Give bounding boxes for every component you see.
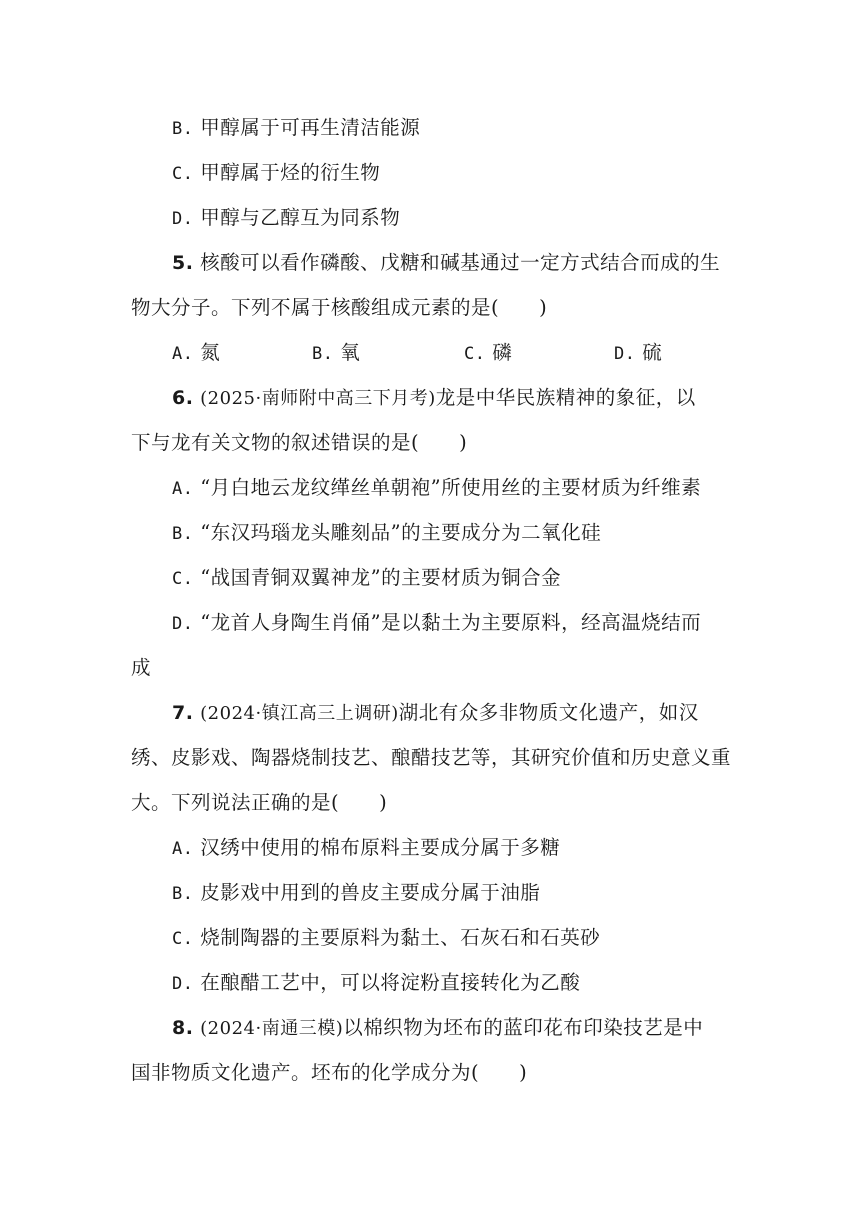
q5-option-d <box>614 339 662 368</box>
option-letter: A. <box>172 344 194 364</box>
question-source: (2024·镇江高三上调研) <box>200 703 399 724</box>
question-number: 7. <box>172 702 194 724</box>
option-text: 汉绣中使用的棉布原料主要成分属于多糖 <box>200 836 561 859</box>
option-letter: D. <box>614 344 636 364</box>
option-letter: A. <box>172 479 194 499</box>
q4-option-b <box>172 114 420 143</box>
q6-option-d-continuation: 成 <box>131 656 152 679</box>
option-letter: B. <box>172 524 194 544</box>
option-letter: C. <box>172 569 194 589</box>
option-text: 氮 <box>200 341 221 364</box>
q8-stem-line1 <box>172 1014 703 1043</box>
option-text: 在酿醋工艺中，可以将淀粉直接转化为乙酸 <box>200 971 581 994</box>
q5-option-a <box>172 339 220 368</box>
question-text: 湖北有众多非物质文化遗产，如汉 <box>398 701 699 724</box>
q7-stem-line2: 绣、皮影戏、陶器烧制技艺、酿醋技艺等，其研究价值和历史意义重 <box>131 746 732 769</box>
q6-option-a <box>172 474 701 503</box>
q5-options-row <box>172 339 732 367</box>
option-text: 磷 <box>492 341 513 364</box>
question-number: 5. <box>172 252 194 274</box>
option-text: 硫 <box>642 341 663 364</box>
q5-stem-line2: 物大分子。下列不属于核酸组成元素的是( ) <box>131 296 548 319</box>
option-letter: D. <box>172 974 194 994</box>
q6-option-b <box>172 519 601 548</box>
question-source: (2025·南师附中高三下月考) <box>200 388 436 409</box>
option-text: 甲醇属于烃的衍生物 <box>200 161 381 184</box>
option-text: “东汉玛瑙龙头雕刻品”的主要成分为二氧化硅 <box>200 521 602 544</box>
q4-option-c <box>172 159 380 188</box>
q7-option-b <box>172 879 540 908</box>
q6-option-d <box>172 609 701 638</box>
option-text: 皮影戏中用到的兽皮主要成分属于油脂 <box>200 881 541 904</box>
question-number: 6. <box>172 387 194 409</box>
option-letter: D. <box>172 209 194 229</box>
option-text: 甲醇属于可再生清洁能源 <box>200 116 421 139</box>
option-text: 氧 <box>340 341 361 364</box>
question-text: 以棉织物为坯布的蓝印花布印染技艺是中 <box>343 1016 704 1039</box>
option-text: “战国青铜双翼神龙”的主要材质为铜合金 <box>200 566 562 589</box>
question-text: 核酸可以看作磷酸、戊糖和碱基通过一定方式结合而成的生 <box>200 251 721 274</box>
option-text: 烧制陶器的主要原料为黏土、石灰石和石英砂 <box>200 926 601 949</box>
option-letter: C. <box>464 344 486 364</box>
option-text: “月白地云龙纹缂丝单朝袍”所使用丝的主要材质为纤维素 <box>200 476 702 499</box>
option-text: 甲醇与乙醇互为同系物 <box>200 206 401 229</box>
q7-option-a <box>172 834 560 863</box>
q7-option-c <box>172 924 600 953</box>
q7-option-d <box>172 969 580 998</box>
option-letter: C. <box>172 929 194 949</box>
q6-stem-line2: 下与龙有关文物的叙述错误的是( ) <box>131 431 468 454</box>
option-text: “龙首人身陶生肖俑”是以黏土为主要原料，经高温烧结而 <box>200 611 702 634</box>
question-source: (2024·南通三模) <box>200 1018 344 1039</box>
q4-option-d <box>172 204 400 233</box>
q6-option-c <box>172 564 561 593</box>
q8-stem-line2: 国非物质文化遗产。坯布的化学成分为( ) <box>131 1061 528 1084</box>
option-letter: B. <box>172 884 194 904</box>
question-text: 龙是中华民族精神的象征，以 <box>435 386 696 409</box>
question-number: 8. <box>172 1017 194 1039</box>
option-letter: A. <box>172 839 194 859</box>
q6-stem-line1 <box>172 384 696 413</box>
q5-option-c <box>464 339 512 368</box>
q5-stem-line1 <box>172 249 720 277</box>
option-letter: B. <box>172 119 194 139</box>
q7-stem-line1 <box>172 699 699 728</box>
q7-stem-line3: 大。下列说法正确的是( ) <box>131 791 388 814</box>
option-letter: B. <box>312 344 334 364</box>
option-letter: D. <box>172 614 194 634</box>
q5-option-b <box>312 339 360 368</box>
option-letter: C. <box>172 164 194 184</box>
